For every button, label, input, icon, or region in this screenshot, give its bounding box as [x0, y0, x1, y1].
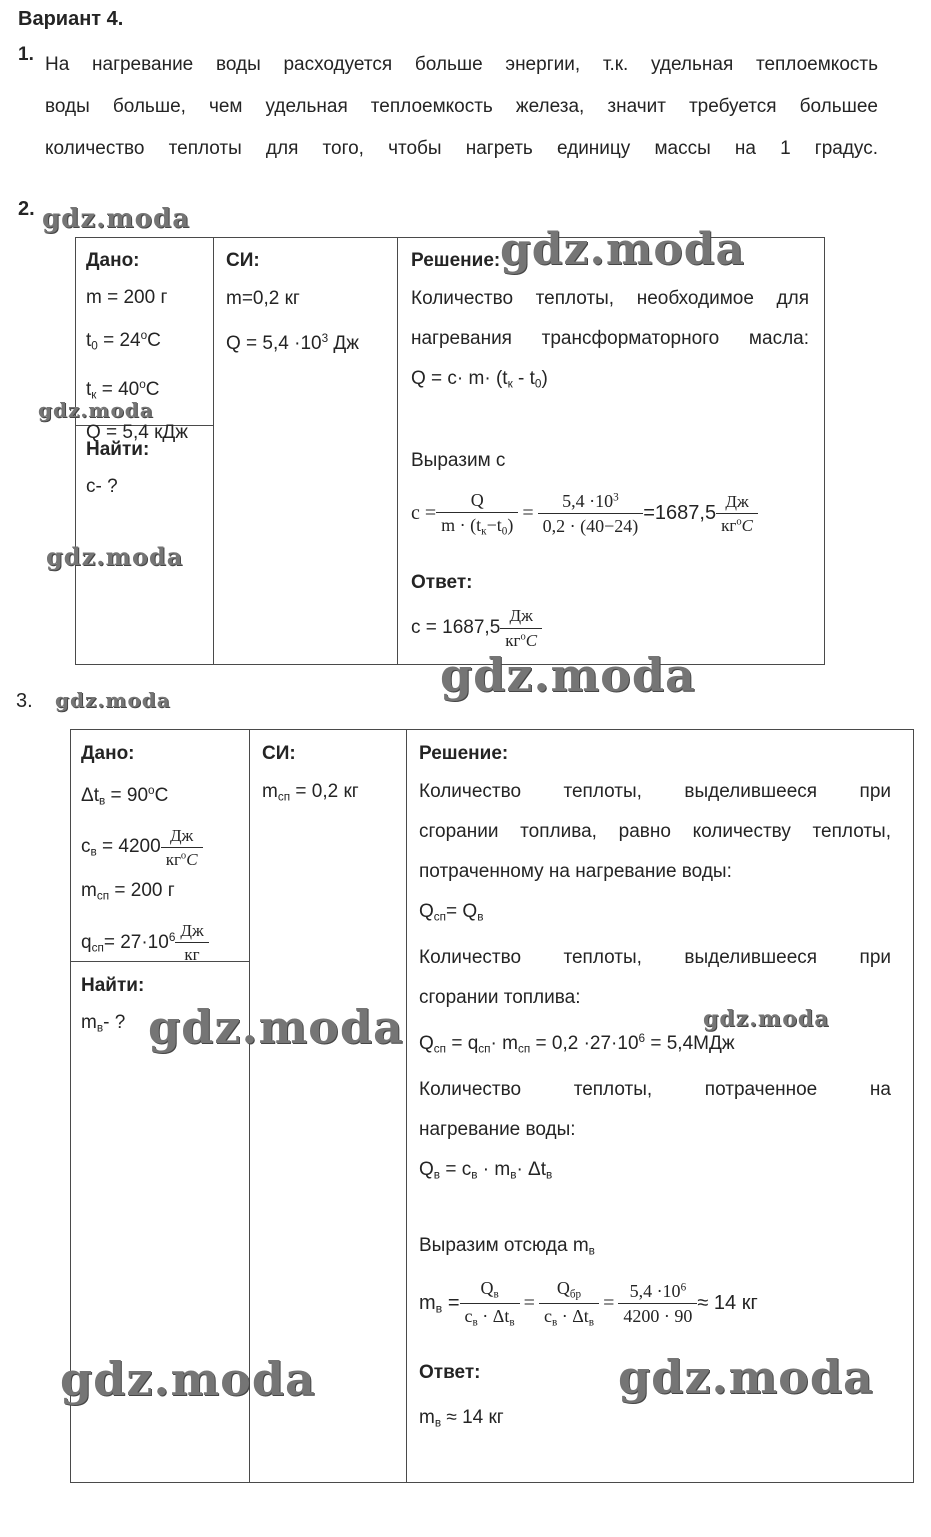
find-header: Найти:	[86, 439, 150, 460]
formula-result: ≈ 14 кг	[697, 1292, 758, 1315]
fraction: $\frac{5,4 \cdot 10^3}{0,2 \cdot (40-24)}$	[538, 490, 644, 538]
units-fraction: $\frac{Дж}{кг^oC}$	[716, 491, 758, 537]
given-header: Дано:	[86, 250, 140, 271]
express-c-label: Выразим c	[411, 449, 506, 471]
formula-lhs: mв =	[419, 1292, 460, 1316]
problem-2-table	[75, 237, 825, 665]
si-line: mсп = 0,2 кг	[262, 781, 359, 804]
given-line: $qсп= 27\cdot 10^6$ $\frac{Дж}{кг}$	[81, 920, 243, 966]
answer-value: mв ≈ 14 кг	[419, 1406, 504, 1430]
solution-text-line: сгорании топлива:	[419, 986, 581, 1008]
page-title: Вариант 4.	[18, 8, 124, 30]
watermark: gdz.moda	[148, 1000, 404, 1054]
watermark: gdz.moda	[500, 224, 746, 275]
answer-value: c = 1687,5	[411, 617, 501, 639]
si-line: m=0,2 кг	[226, 288, 300, 309]
formula-heat: Q = c· m· (tк - t0)	[411, 368, 548, 391]
formula-heat-equality: Qсп= Qв	[419, 901, 484, 924]
si-header: СИ:	[262, 743, 296, 764]
formula-combustion-heat: Qсп = qсп· mсп = $0,2 \cdot 27\cdot 10^6 = 5,4МДж$	[419, 1031, 735, 1056]
find-header: Найти:	[81, 975, 145, 996]
formula-specific-heat	[411, 489, 809, 540]
given-line: Q = 5,4 кДж	[86, 422, 189, 444]
solution-text-line: нагревания трансформаторного масла:	[411, 328, 809, 349]
find-value: c- ?	[86, 476, 118, 497]
solution-paragraph	[419, 772, 891, 892]
solution-header: Решение:	[419, 743, 509, 764]
given-line: $t0 = 24^oC$	[86, 329, 161, 353]
answer-header: Ответ:	[411, 572, 473, 594]
fraction: $\frac{\text{Qбр}}{\text{cв · Δtв}}$	[539, 1277, 599, 1331]
watermark: gdz.moda	[55, 688, 171, 712]
watermark: gdz.moda	[618, 1350, 874, 1404]
given-line: m = 200 г	[86, 287, 168, 308]
problem-1	[18, 44, 880, 170]
given-line: cв = 4200 $\frac{Дж}{кг^oC}$	[81, 825, 243, 871]
watermark: gdz.moda	[42, 204, 191, 234]
units-fraction: $\frac{Дж}{кг^oC}$	[161, 825, 203, 871]
answer-line	[411, 605, 809, 651]
watermark: gdz.moda	[440, 648, 696, 702]
express-m-label: Выразим отсюда mв	[419, 1234, 595, 1258]
problem-1-line: На нагревание воды расходуется больше энергии, т.к. удельная теплоемкость	[45, 54, 878, 75]
formula-water-mass	[419, 1277, 891, 1331]
formula-lhs: c =	[411, 502, 437, 525]
problem-1-text	[45, 44, 878, 170]
solution-text-line: потраченному на нагревание воды:	[419, 861, 732, 882]
solution-text-line: Количество теплоты, выделившееся при	[419, 781, 891, 802]
problem-3-given	[71, 730, 249, 962]
solution-text-line: Количество теплоты, потраченное на	[419, 1079, 891, 1101]
problem-1-line: количество теплоты для того, чтобы нагреть единицу массы на 1 градус.	[45, 138, 878, 159]
given-line: mсп = 200 г	[81, 880, 175, 903]
equals-sign: =	[603, 1292, 615, 1315]
problem-2-given-column	[76, 238, 214, 664]
problem-2-number: 2.	[18, 198, 35, 220]
solution-text-line: Количество теплоты, выделившееся при	[419, 946, 891, 968]
answer-header: Ответ:	[419, 1361, 481, 1383]
solution-text-line: нагревание воды:	[419, 1119, 576, 1141]
problem-2-si-column	[214, 238, 398, 664]
problem-1-line: воды больше, чем удельная теплоемкость железа, значит требуется большее	[45, 96, 878, 117]
find-value: mв- ?	[81, 1012, 126, 1035]
problem-3-number: 3.	[16, 690, 33, 712]
solution-paragraph	[419, 1070, 891, 1150]
watermark: gdz.moda	[38, 398, 154, 422]
problem-2-solution-column	[398, 238, 824, 664]
formula-result: =1687,5	[643, 502, 717, 525]
fraction: $\frac{Qв}{\text{cв · Δtв}}$	[460, 1277, 520, 1331]
fraction: $\frac{Q}{m \cdot (tк-t0)}$	[436, 489, 518, 540]
watermark: gdz.moda	[703, 1006, 830, 1032]
given-header: Дано:	[81, 743, 135, 764]
equals-sign: =	[522, 502, 534, 525]
watermark: gdz.moda	[60, 1352, 316, 1406]
watermark: gdz.moda	[46, 542, 184, 571]
given-line: tк = $40^oC$	[86, 377, 160, 402]
si-line: $Q = 5,4 \cdot 10^3$ Дж	[226, 332, 359, 355]
units-fraction: $\frac{Дж}{кг^oC}$	[500, 605, 542, 651]
units-fraction: $\frac{Дж}{кг}$	[175, 920, 208, 966]
solution-header: Решение:	[411, 250, 501, 271]
given-line: $\Delta tв = 90^oC$	[81, 784, 169, 808]
formula-water-heat: Qв = cв · mв· Δtв	[419, 1159, 553, 1182]
problem-1-number: 1.	[18, 44, 34, 65]
fraction: $\frac{5,4 \cdot 10^6}{4200 \cdot 90}$	[618, 1280, 697, 1328]
si-header: СИ:	[226, 250, 260, 271]
equals-sign: =	[523, 1292, 535, 1315]
solution-text-line: Количество теплоты, необходимое для	[411, 288, 809, 309]
solution-text-line: сгорании топлива, равно количеству теплоты,	[419, 821, 891, 842]
